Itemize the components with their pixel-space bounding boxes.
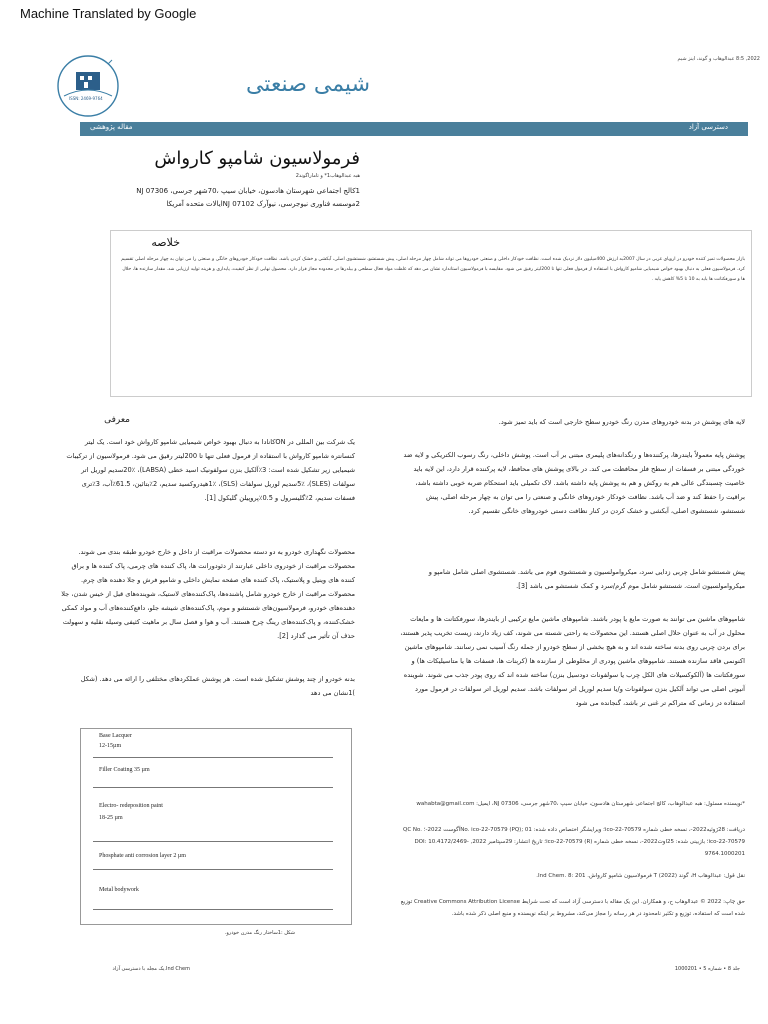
intro-paragraph-2: محصولات نگهداری خودرو به دو دسته محصولات مراقبت از داخل و خارج خودرو طبقه بندی می شوند. محصولات مراقبت از خودروی داخلی عبارتند از دئودورانت ها، پاک کننده های چرمی، پاک کننده ها و براق کننده های وینیل و پلاستیک، پاک کننده های صفحه نمایش داخلی و شامپو فرش و جلا دهنده های چرم. محصولات مراقبت از خارج خودرو شامل پاشنده‌ها، پاک‌کننده‌های لاستیک، شوینده‌های قبل از خیس شدن، جلا دهنده‌های خودرو، فرمولاسیون‌های شستشو و موم، پاک‌کننده‌های شیشه جلو، دافع‌کننده‌های آب و مواد کمکی خشک‌کننده، و پاک‌کننده‌های رینگ چرخ هستند. آب و هوا و فصل سال بر ماهیت کثیفی وسیله نقلیه و سهولت حذف آن تأثیر می گذارد [2].	[61, 548, 355, 640]
layer-3-name: Electro- redeposition paint	[99, 803, 163, 809]
logo-issn: ISSN: 2469-9764	[69, 96, 103, 101]
machine-translation-banner: Machine Translated by Google	[20, 6, 197, 21]
right-paragraph-3: پیش شستشو شامل چربی زدایی سرد، میکروامولسیون و شستشوی فوم می باشد. شستشوی اصلی شامل شامپو و میکروامولسیون است. شستشو شامل موم گرم/سرد و کمک شستشو می باشد [3].	[428, 568, 745, 590]
intro-paragraph-1: یک شرکت بین المللی در ONکانادا به دنبال بهبود خواص شیمیایی شامپو کارواش خود است. یک لیتر کنسانتره شامپو کارواش با استفاده از فرمول فعلی تنها تا 200لیتر رقیق می شود. فرمولاسیون از ترکیبات شیمیایی زیر تشکیل شده است: 3٪آلکیل بنزن سولفونیک اسید خطی (LABSA)، 20٪سدیم لوریل اتر سولفات (SLES)، 5٪سدیم لوریل سولفات (SLS)، 1٪هیدروکسید سدیم، 2٪بتائین، 61.5٪آب، 3٪تری فسفات سدیم، 2٪گلیسرول و 0.5٪پروپیلن گلیکول [1].	[66, 438, 355, 502]
abstract-title: خلاصه	[151, 236, 180, 249]
corresponding-author-note: *نویسنده مسئول: هبه عبدالوهاب، کالج اجتماعی شهرستان هادسون، خیابان سیپ ،70شهر جرسی، NJ 07306، ایمیل: wahabta@gmail.com	[416, 801, 745, 807]
layer-divider	[93, 869, 333, 870]
layer-3-thickness: 18-25 µm	[99, 815, 123, 821]
abstract-body: بازار محصولات تمیز کننده خودرو در اروپای غربی در سال 2007به ارزش 400میلیون دلار نزدیک شده است. نظافت خودکار داخلی و صنعتی خودروها می تواند شامل چهار مرحله اصلی، پیش شستشو، شستشوی اصلی، آبکشی و خشک کردن باشد. نظافت خودکار خودروهای خانگی و صنعتی را می توان به چهار مرحله اصلی تقسیم کرد. فرمولاسیون فعلی به دنبال بهبود خواص شیمیایی شامپو کارواش با استفاده از فرمول فعلی تنها تا 200لیتر رقیق می شود. مقایسه با فرمولاسیون استاندارد نشان می دهد که غلظت مواد فعال سطحی و بیلدرها در محدوده مجاز قرار دارد. محصول نهایی از نظر کیفیت، پایداری و هزینه تولید ارزیابی شد. مقدار سازنده ها، حلال ها و سورفکتانت ها باید به 10 تا 5% کاهش یابد .	[121, 257, 745, 282]
figure-1-caption: شکل :1ساختار رنگ مدرن خودرو.	[224, 930, 295, 936]
received-dates-note: دریافت: 28ژوئیه2022-، نسخه خطی شماره ico-22-70579؛ ویرایشگر اختصاص داده شده: No. ico-22-70579 (PQ); 01آگوست 2022-؛ QC No. ico-22-70579؛ بازبینی شده: 25اوت2022-، نسخه خطی شماره ico-22-70579 (R)؛ تاریخ انتشار: 29سپتامبر 2022, DOI: 10.4172/2469-9764.1000201	[402, 827, 745, 857]
layer-1-thickness: 12-15µm	[99, 743, 122, 749]
right-paragraph-1: لایه های پوشش در بدنه خودروهای مدرن رنگ خودرو سطح خارجی است که باید تمیز شود.	[498, 418, 745, 426]
footer-volume: جلد 8 • شماره 5 • 1000201	[674, 966, 740, 972]
affiliation-2: 2موسسه فناوری نیوجرسی، نیوآرک NJ 07102ایالات متحده آمریکا	[166, 200, 360, 208]
layer-divider	[93, 841, 333, 842]
section-title-introduction: معرفی	[104, 415, 130, 425]
right-paragraph-2: پوشش پایه معمولاً بایندرها، پرکننده‌ها و رنگدانه‌های پلیمری مبتنی بر آب است. پوشش داخلی، رنگ رسوب الکتریکی و لایه ضد خوردگی مبتنی بر فسفات از سطح فلز محافظت می کند. در بالای پوشش های محافظ، لایه پرکننده قرار دارد، این لایه باید خاصیت چسبندگی عالی هم به روکش و هم به پوشش پایه داشته باشد. لاک تکمیلی باید استحکام ضربه خوبی داشته باشد، براقیت را حفظ کند و ضد آب باشد. نظافت خودکار خودروهای خانگی و صنعتی را می توان به چهار مرحله اصلی، پیش شستشو، شستشوی اصلی، آبکشی و خشک کردن در کنار نظافت دستی خودروهای خانگی تقسیم کرد.	[403, 451, 745, 515]
article-type-bar	[80, 122, 748, 136]
intro-paragraph-3: بدنه خودرو از چند پوشش تشکیل شده است. هر پوشش عملکردهای مختلفی را ارائه می دهد. (شکل )1نشان می دهد	[80, 675, 355, 697]
citation-note: نقل قول: عبدالوهاب H، گوند T (2022) فرمولاسیون شامپو کارواش. Ind Chem. 8: 201.	[536, 873, 745, 879]
research-article-label: مقاله پژوهشی	[90, 123, 133, 131]
article-title: فرمولاسیون شامپو کارواش	[154, 148, 360, 169]
layer-5-name: Metal bodywork	[99, 887, 139, 893]
figure-1-paint-layers	[80, 728, 352, 925]
journal-logo	[56, 54, 120, 118]
layer-divider	[93, 909, 333, 910]
layer-2-name: Filler Coating 35 µm	[99, 767, 150, 773]
layer-divider	[93, 787, 333, 788]
footer-journal: Ind Chem.یک مجله با دسترسی آزاد	[112, 966, 190, 972]
copyright-note: حق چاپ: 2022 © عبدالوهاب ح، و همکاران. این یک مقاله با دسترسی آزاد است که تحت شرایط Creative Commons Attribution License توزیع شده است که استفاده، توزیع و تکثیر نامحدود در هر رسانه را مجاز می‌کند، مشروط بر اینکه نویسنده و منبع اصلی ذکر شده باشد.	[400, 899, 745, 917]
running-header: 2022, 8:5 عبدالوهاب و گوند، اینز شیم	[677, 56, 760, 62]
open-access-label: دسترسی آزاد	[688, 123, 728, 131]
journal-title: شیمی صنعتی	[245, 72, 370, 97]
layer-divider	[93, 757, 333, 758]
right-paragraph-4: شامپوهای ماشین می توانند به صورت مایع یا پودر باشند. شامپوهای ماشین مایع ترکیبی از بایندرها، سورفکتانت ها و مایعات محلول در آب به عنوان حلال اصلی هستند. این محصولات به راحتی شسته می شوند، کف زیاد دارند، زیست تخریب پذیر هستند، برای بردن چربی روی بدنه ساخته شده اند و به هیچ بخشی از سطح خودرو از جمله رنگ آسیب نمی رسانند. شامپوهای ماشین اکنونمی فاقد سازنده هستند. شامپوهای ماشین پودری از مخلوطی از سازنده ها (کربنات ها، فسفات ها یا متاسیلیکات ها) و سورفکتانت ها (آلکوکسیلات های الکل چرب یا سولفونات دودسیل بنزن) ساخته شده اند که روی پودر جذب می شوند. شوینده آنیونی اصلی می تواند آلکیل بنزن سولفونات و/یا سدیم لوریل اتر سولفات باشد. سدیم لوریل اتر سولفات در فرمول مورد استفاده در زمانی که متراکم تر غنی تر باشد، گنجانده می شود	[400, 615, 745, 707]
layer-4-name: Phosphate anti corrosion layer 2 µm	[99, 853, 186, 859]
journal-logo-icon	[56, 54, 120, 118]
layer-1-name: Base Lacquer	[99, 733, 132, 739]
authors: هبه عبدالوهاب1* و تاماراگوند2	[295, 173, 360, 179]
affiliation-1: 1کالج اجتماعی شهرستان هادسون، خیابان سیپ ،70شهر جرسی، NJ 07306	[136, 187, 360, 195]
